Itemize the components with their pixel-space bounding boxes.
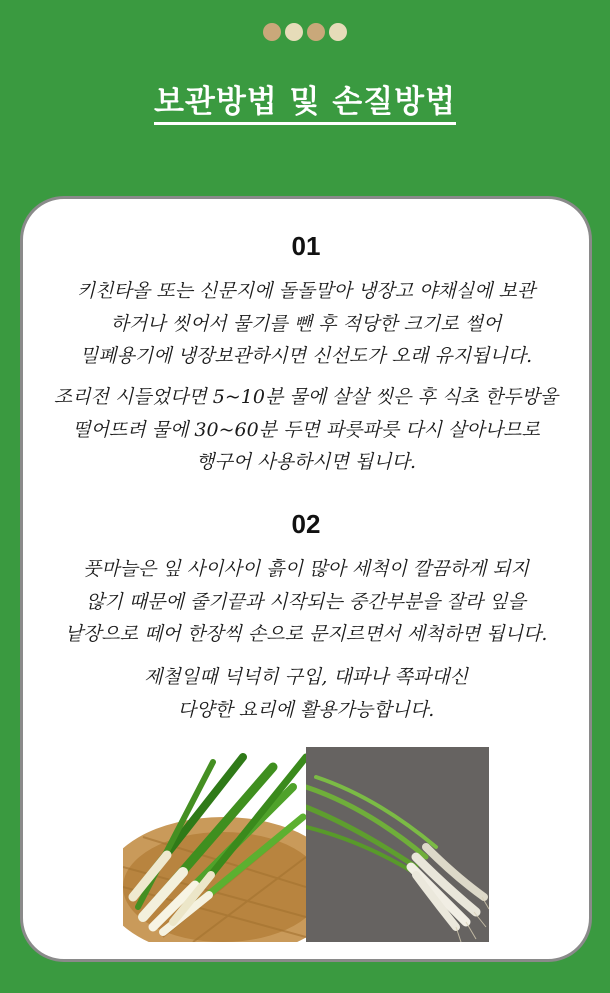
dot-4 bbox=[329, 23, 347, 41]
page-title bbox=[0, 76, 610, 121]
green-garlic-basket-photo bbox=[123, 747, 306, 942]
content-card bbox=[20, 196, 592, 962]
page-title-text: 보관방법 및 손질방법 bbox=[154, 84, 456, 125]
green-garlic-photos bbox=[123, 747, 490, 942]
section1-storage-text: 키친타올 또는 신문지에 돌돌말아 냉장고 야채실에 보관 하거나 씻어서 물기를 뺀 후 적당한 크기로 썰어 밀폐용기에 냉장보관하시면 신선도가 오래 유지됩니다. bbox=[76, 280, 536, 367]
section2-usage-text: 제철일때 넉넉히 구입, 대파나 쪽파대신 다양한 요리에 활용가능합니다. bbox=[144, 666, 468, 721]
section-number-02: 02 bbox=[291, 509, 321, 539]
dot-3 bbox=[307, 23, 325, 41]
section2-washing-text: 풋마늘은 잎 사이사이 흙이 많아 세척이 깔끔하게 되지 않기 때문에 줄기끝과 시작되는 중간부분을 잘라 잎을 낱장으로 떼어 한장씩 손으로 문지르면서 세척하면 됩니다. bbox=[64, 558, 548, 645]
section-number-01: 01 bbox=[291, 231, 321, 261]
dot-2 bbox=[285, 23, 303, 41]
page-indicator-dots bbox=[0, 23, 610, 41]
section1-revive-text: 조리전 시들었다면 5~10분 물에 살살 씻은 후 식초 한두방울 떨어뜨려 물에 30~60분 두면 파릇파릇 다시 살아나므로 행구어 사용하시면 됩니다. bbox=[53, 386, 559, 473]
dot-1 bbox=[263, 23, 281, 41]
green-garlic-dark-background-photo bbox=[306, 747, 489, 942]
